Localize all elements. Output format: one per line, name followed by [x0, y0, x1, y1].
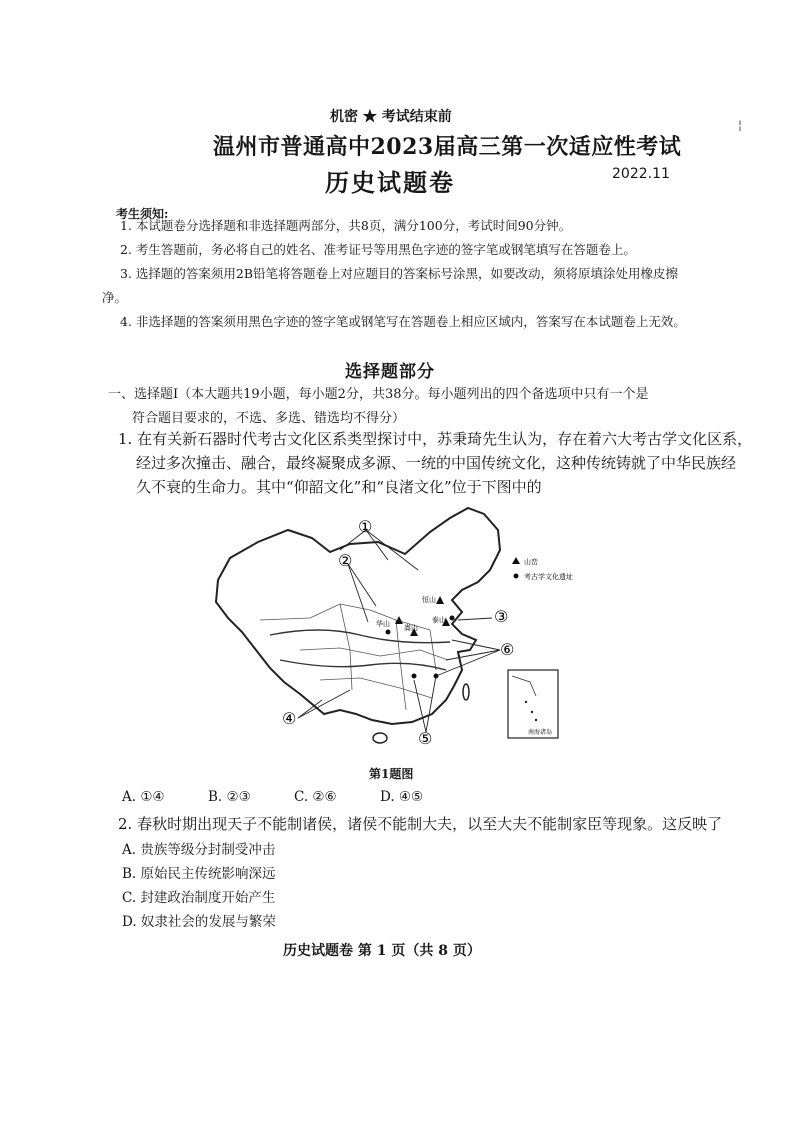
q1-stem-line1: 1. 在有关新石器时代考古文化区系类型探讨中，苏秉琦先生认为，存在着六大考古学文化区系， — [118, 430, 753, 448]
inset-label: 南海诸岛 — [528, 729, 553, 736]
map-marker-1: ① — [358, 517, 373, 536]
site-dot — [434, 674, 439, 679]
map-marker-4: ④ — [282, 709, 297, 728]
confidential-label: 机密 ★ 考试结束前 — [330, 109, 452, 125]
map-caption: 第1题图 — [369, 767, 414, 781]
legend-site-label: 考古学文化遗址 — [524, 573, 573, 581]
q1-options — [122, 789, 466, 805]
q2-option-b[interactable]: B. 原始民主传统影响深远 — [122, 866, 276, 882]
map-marker-5: ⑤ — [418, 729, 433, 748]
page-footer: 历史试题卷 第 1 页（共 8 页） — [283, 943, 481, 959]
q1-option-a[interactable]: A. ①④ — [122, 789, 165, 805]
note-item-1: 1. 本试题卷分选择题和非选择题两部分，共8页，满分100分，考试时间90分钟。 — [120, 218, 572, 233]
q2-option-c[interactable]: C. 封建政治制度开始产生 — [122, 890, 276, 906]
map-marker-2: ② — [338, 551, 353, 570]
corner-mark: ¦ — [738, 118, 743, 132]
map-label-huashan: 华山 — [376, 620, 390, 628]
south-sea-inset — [508, 670, 558, 738]
q1-option-b[interactable]: B. ②③ — [208, 789, 251, 805]
part-instructions-line2: 符合题目要求的，不选、多选、错选均不得分） — [132, 411, 406, 426]
mountain-symbol — [436, 596, 444, 604]
china-outline — [216, 508, 500, 724]
part-instructions-line1: 一、选择题Ⅰ（本大题共19小题，每小题2分，共38分。每小题列出的四个备选项中只有一个是 — [108, 387, 649, 402]
legend-mountain-label: 山峦 — [524, 558, 538, 566]
legend-mountain-icon — [512, 557, 520, 564]
map-marker-3: ③ — [494, 607, 509, 626]
q1-stem-line3: 久不衰的生命力。其中“仰韶文化”和“良渚文化”位于下图中的 — [136, 478, 542, 496]
exam-date: 2022.11 — [612, 166, 670, 182]
q2-option-a[interactable]: A. 贵族等级分封制受冲击 — [122, 842, 276, 858]
site-dot — [386, 630, 391, 635]
map-marker-6: ⑥ — [500, 640, 515, 659]
q2-option-d[interactable]: D. 奴隶社会的发展与繁荣 — [122, 914, 276, 930]
q2-stem: 2. 春秋时期出现天子不能制诸侯，诸侯不能制大夫，以至大夫不能制家臣等现象。这反映了 — [118, 815, 723, 833]
map-label-songshan: 嵩山 — [404, 624, 418, 632]
note-item-4: 4. 非选择题的答案须用黑色字迹的签字笔或钢笔写在答题卷上相应区域内，答案写在本试题卷上无效。 — [120, 314, 686, 329]
map-label-taishan: 泰山 — [432, 616, 446, 624]
section-title: 选择题部分 — [345, 362, 435, 382]
notes-title: 考生须知: — [116, 207, 169, 221]
map-label-hengshan: 恒山 — [422, 596, 436, 604]
note-item-2: 2. 考生答题前，务必将自己的姓名、准考证号等用黑色字迹的签字笔或钢笔填写在答题卷上。 — [120, 242, 636, 257]
exam-title: 温州市普通高中2023届高三第一次适应性考试 — [213, 134, 682, 160]
site-dot — [412, 674, 417, 679]
note-item-3: 3. 选择题的答案须用2B铅笔将答题卷上对应题目的答案标号涂黑，如要改动，须将原填涂处用橡皮擦净。 — [102, 266, 679, 305]
q1-option-d[interactable]: D. ④⑤ — [380, 789, 424, 805]
exam-subtitle: 历史试题卷 — [325, 168, 455, 197]
china-map-figure — [200, 500, 580, 760]
q1-option-c[interactable]: C. ②⑥ — [294, 789, 337, 805]
q1-stem-line2: 经过多次撞击、融合，最终凝聚成多源、一统的中国传统文化，这种传统铸就了中华民族经 — [136, 454, 737, 472]
legend-site-icon — [514, 574, 519, 579]
site-dot — [450, 616, 455, 621]
